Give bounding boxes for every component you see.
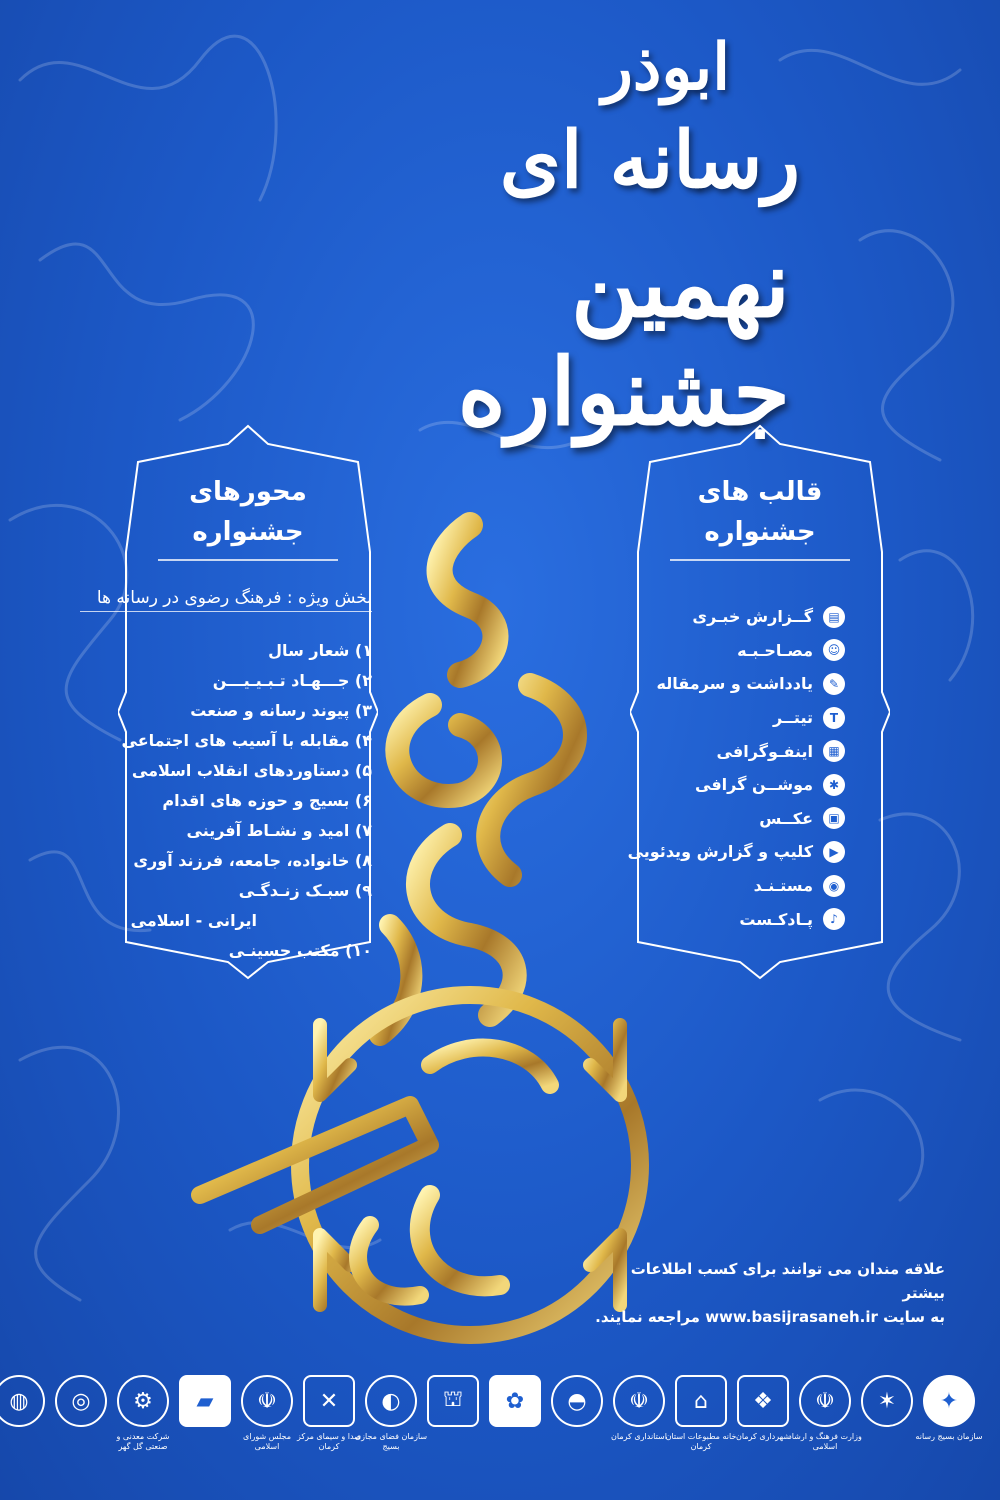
format-label: عکــس [759,808,813,828]
logo-caption: سازمان بسیج رسانه [915,1432,983,1441]
topic-item: ۶) بسیج و حوزه های اقدام [162,791,372,810]
governorate-logo [608,1375,670,1442]
calligraphy-logo [484,1375,546,1432]
broadcast-logo [298,1375,360,1452]
topic-item: ۸) خانواده، جامعه، فرزند آوری [133,851,372,870]
logo-caption: خانه مطبوعات استان کرمان [665,1432,737,1451]
topic-item: ۳) پیوند رسانه و صنعت [190,701,372,720]
kerman-municipality-logo [732,1375,794,1442]
format-label: گــزارش خبـری [692,607,813,627]
press-house-icon: ⌂ [675,1375,727,1427]
shrine-dome-icon: ◓ [551,1375,603,1427]
format-item [650,902,845,936]
circle-company-logo [50,1375,112,1432]
virtual-space-logo [354,1375,428,1452]
basij-media-org-logo [915,1375,983,1442]
circle-company-icon: ◎ [55,1375,107,1427]
logo-caption: شهرداری کرمان [735,1432,791,1441]
special-section: بخش ویژه : فرهنگ رضوی در رسانه ها [80,588,372,612]
format-label: یادداشت و سرمقاله [656,674,813,694]
logo-caption: استانداری کرمان [611,1432,667,1441]
newspaper-icon: ▤ [823,606,845,628]
format-label: تیتــر [773,708,813,728]
globe-icon: ◍ [0,1375,45,1427]
infographic-icon: ▦ [823,740,845,762]
topics-heading-line2: جشنواره [192,517,304,547]
formats-heading-line2: جشنواره [704,517,816,547]
shrine-logo [546,1375,608,1432]
title-abuzar: ابوذر [601,30,730,105]
seminary-icon: ⛫ [427,1375,479,1427]
more-info-text [585,1257,945,1329]
video-icon: ▶ [823,841,845,863]
documentary-icon: ◉ [823,875,845,897]
press-house-logo [665,1375,737,1452]
format-item [650,634,845,668]
more-info-line1: علاقه مندان می توانند برای کسب اطلاعات بیشتر [630,1260,945,1302]
sponsor-logos [9,1375,983,1485]
logo-caption: وزارت فرهنگ و ارشاد اسلامی [788,1432,862,1451]
topic-item: ۵) دستاوردهای انقلاب اسلامی [131,761,372,780]
topic-item: ۲) جـــهـاد تـبـیـیـــن [212,671,372,690]
motion-graphic-icon: ✱ [823,774,845,796]
format-item [650,802,845,836]
logo-caption: صدا و سیمای مرکز کرمان [296,1432,362,1451]
format-label: مستـنـد [753,876,813,896]
industry-logo [174,1375,236,1432]
logo-caption: سازمان فضای مجازی بسیج [354,1432,428,1451]
topic-item: ۹) سبـک زنـدگـی [238,881,372,900]
parliament-logo [236,1375,298,1452]
interview-icon: ☺ [823,639,845,661]
topic-item: ۱۰) مکتب حسینـی [228,941,372,960]
more-info-line2: به سایت www.basijrasaneh.ir مراجعه نمایند. [595,1308,945,1326]
gold-calligraphy-emblem [170,505,670,1380]
format-label: اینفـوگرافی [716,741,813,761]
formats-list [627,600,845,936]
podcast-icon: ♪ [823,908,845,930]
format-label: موشــن گرافی [695,775,813,795]
broadcast-icon: ✕ [303,1375,355,1427]
mining-icon: ⚙ [117,1375,169,1427]
topic-item: ۷) امید و نشـاط آفرینی [186,821,372,840]
basij-media-org-icon: ✦ [923,1375,975,1427]
photo-icon: ▣ [823,807,845,829]
basij-emblem-logo [856,1375,918,1432]
municipality-icon: ❖ [737,1375,789,1427]
culture-ministry-logo [788,1375,862,1452]
mining-company-logo [112,1375,174,1452]
note-icon: ✎ [823,673,845,695]
topics-heading-line1: محورهای [189,477,307,507]
headline-icon: T [823,707,845,729]
iran-emblem-icon: ☫ [241,1375,293,1427]
title-media: رسانه ای [499,115,800,206]
format-label: کلیپ و گزارش ویدئویی [627,842,813,862]
topic-item-continuation: ایرانی - اسلامی [130,911,257,930]
topic-item: ۴) مقابله با آسیب های اجتماعی [121,731,372,750]
calligraphy-icon: ✿ [489,1375,541,1427]
format-label: پـادکـست [739,909,813,929]
iran-emblem-icon: ☫ [799,1375,851,1427]
format-item [650,701,845,735]
format-item [650,600,845,634]
format-item [627,835,845,869]
logo-caption: شرکت معدنی و صنعتی گل گهر [116,1432,170,1451]
topic-item: ۱) شعار سال [268,641,372,660]
seminary-logo [422,1375,484,1432]
title-ninth-festival: نهمین جشنواره [457,230,790,446]
festival-title [240,20,800,446]
format-item [650,667,845,701]
virtual-space-icon: ◐ [365,1375,417,1427]
iran-emblem-icon: ☫ [613,1375,665,1427]
industry-icon: ▰ [179,1375,231,1427]
basij-emblem-icon: ✶ [861,1375,913,1427]
formats-heading-line1: قالب های [697,477,823,507]
format-item [650,869,845,903]
format-label: مصـاحـبـه [737,640,813,660]
logo-caption: مجلس شورای اسلامی [242,1432,292,1451]
chamber-logo [0,1375,50,1432]
format-item [650,768,845,802]
format-item [650,734,845,768]
